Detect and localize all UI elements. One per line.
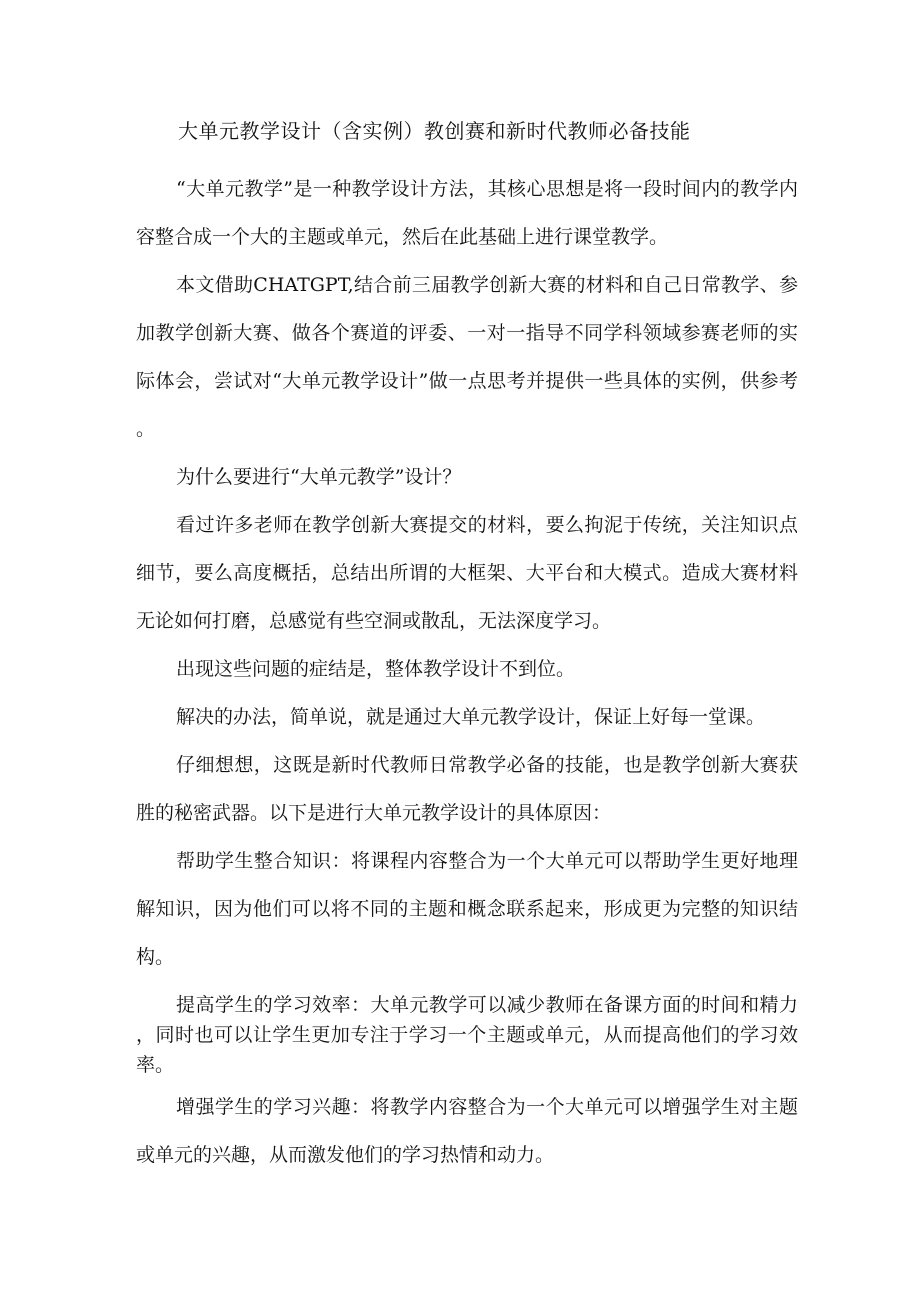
paragraph-purpose: 本文借助CHATGPT,结合前三届教学创新大赛的材料和自己日常教学、参加教学创新大赛、做各个赛道的评委、一对一指导不同学科领域参赛老师的实际体会，尝试对“大单元教学设计”做一点思考并提供一些具体的实例，供参考。 — [136, 274, 798, 440]
paragraph-solution: 解决的办法，简单说，就是通过大单元教学设计，保证上好每一堂课。 — [176, 706, 766, 728]
paragraph-reason-interest: 增强学生的学习兴趣：将教学内容整合为一个大单元可以增强学生对主题或单元的兴趣，从而激发他们的学习热情和动力。 — [136, 1096, 798, 1166]
paragraph-reason-integrate: 帮助学生整合知识：将课程内容整合为一个大单元可以帮助学生更好地理解知识，因为他们可以将不同的主题和概念联系起来，形成更为完整的知识结构。 — [136, 850, 798, 968]
paragraph-observation: 看过许多老师在教学创新大赛提交的材料，要么拘泥于传统，关注知识点细节，要么高度概括，总结出所谓的大框架、大平台和大模式。造成大赛材料无论如何打磨，总感觉有些空洞或散乱，无法深度学习。 — [136, 514, 798, 632]
paragraph-problem: 出现这些问题的症结是，整体教学设计不到位。 — [176, 658, 576, 680]
paragraph-reason-efficiency: 提高学生的学习效率：大单元教学可以减少教师在备课方面的时间和精力，同时也可以让学生更加专注于学习一个主题或单元，从而提高他们的学习效率。 — [136, 994, 798, 1076]
paragraph-reasons-intro: 仔细想想，这既是新时代教师日常教学必备的技能，也是教学创新大赛获胜的秘密武器。以下是进行大单元教学设计的具体原因： — [136, 754, 798, 824]
document-title: 大单元教学设计（含实例）教创赛和新时代教师必备技能 — [178, 119, 691, 143]
paragraph-definition: “大单元教学”是一种教学设计方法，其核心思想是将一段时间内的教学内容整合成一个大的主题或单元，然后在此基础上进行课堂教学。 — [136, 178, 798, 248]
paragraph-question: 为什么要进行“大单元教学”设计？ — [176, 466, 462, 488]
